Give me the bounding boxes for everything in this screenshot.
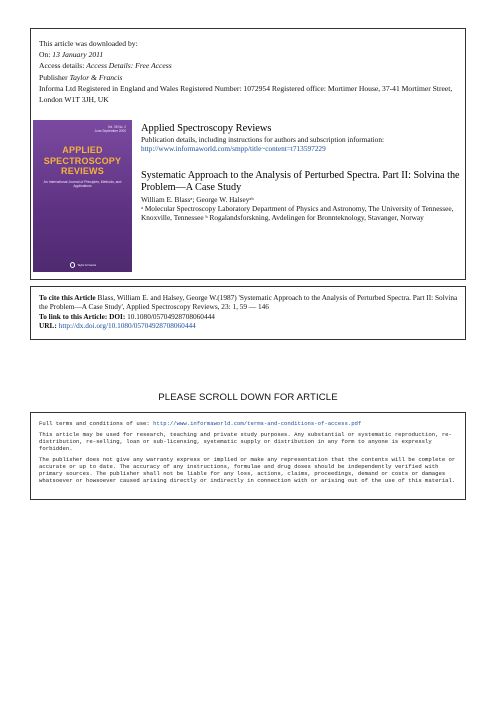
publication-details-text: Publication details, including instructions for authors and subscription information: <box>141 135 384 144</box>
terms-link[interactable]: http://www.informaworld.com/terms-and-conditions-of-access.pdf <box>153 420 362 427</box>
publisher-label: Publisher <box>39 72 70 82</box>
journal-title: Applied Spectroscopy Reviews <box>141 123 272 134</box>
access-details-value: Access Details: Free Access <box>86 61 172 71</box>
publisher-logo-text: Taylor & Francis <box>77 263 96 267</box>
terms-disclaimer-paragraph: The publisher does not give any warranty express or implied or make any representation that the contents will be complete or accurate or up to date. The accuracy of any instructions, formulae and drug doses should be independently verified with primary sources. The publisher shall not be liable for any loss, actions, claims, proceedings, demand or costs or damages whatsoever or howsoever caused arising directly or indirectly in connection with or arising out of the use of this material. <box>39 456 456 484</box>
download-info <box>39 38 459 105</box>
publisher-logo <box>70 261 96 269</box>
journal-link[interactable]: http://www.informaworld.com/smpp/title~content=t713597229 <box>141 144 326 153</box>
cover-title-line-1: APPLIED <box>62 145 103 155</box>
terms-line <box>39 420 461 427</box>
downloaded-by-line: This article was downloaded by: <box>39 39 138 48</box>
doi-line <box>39 312 459 321</box>
scroll-notice: PLEASE SCROLL DOWN FOR ARTICLE <box>158 392 338 403</box>
cover-subtitle: An International Journal of Principles, Methods, and Applications <box>43 180 122 189</box>
article-authors: William E. Blassᵃ; George W. Halseyᵃᵇ <box>141 195 254 204</box>
download-date-value: 13 January 2011 <box>52 50 104 60</box>
doi-link[interactable]: http://dx.doi.org/10.1080/05704928708060444 <box>56 320 196 330</box>
journal-cover-image <box>33 120 132 272</box>
access-details-line <box>39 60 459 71</box>
terms-box <box>30 412 466 500</box>
registration-line: Informa Ltd Registered in England and Wales Registered Number: 1072954 Registered office: Mortimer House, 37-41 Mortimer Street, London W1T 3JH, UK <box>39 83 453 105</box>
cite-line <box>39 293 459 312</box>
terms-text <box>39 420 461 488</box>
url-label: URL: <box>39 320 57 330</box>
url-line <box>39 321 459 330</box>
citation-box <box>30 286 466 340</box>
citation-text <box>39 293 459 330</box>
terms-prefix: Full terms and conditions of use: <box>39 420 154 427</box>
cite-label: To cite this Article <box>39 293 96 302</box>
doi-value: 10.1080/05704928708060444 <box>125 311 215 321</box>
access-details-label: Access details: <box>39 61 87 71</box>
terms-usage-paragraph: This article may be used for research, teaching and private study purposes. Any substantial or systematic reproduction, re-distribution, re-selling, loan or sub-licensing, systematic supply or distribution in any form to anyone is expressly forbidden. <box>39 431 452 452</box>
publisher-value: Taylor & Francis <box>69 72 123 82</box>
cite-value: Blass, William E. and Halsey, George W.(1987) 'Systematic Approach to the Analysis of Perturbed Spectra. Part II: Solvina the Problem—A Case Study', Applied Spectroscopy Reviews, 23: 1, 59 — 146 <box>39 293 458 312</box>
cover-date: June-September 2000 <box>94 129 126 133</box>
cover-title-line-3: REVIEWS <box>61 166 104 176</box>
author-affiliations: ᵃ Molecular Spectroscopy Laboratory Department of Physics and Astronomy, The University of Tennessee, Knoxville, Tennessee ᵇ Rogalandsforskning, Avdelingen for Bronnteknology, Stavanger, Norway <box>141 204 454 223</box>
publisher-logo-icon <box>70 262 75 268</box>
cover-issue-meta <box>94 125 126 133</box>
download-date-line <box>39 49 459 60</box>
article-title: Systematic Approach to the Analysis of Perturbed Spectra. Part II: Solvina the Problem—A Case Study <box>141 170 460 194</box>
publisher-line <box>39 72 459 83</box>
cover-title-line-2: SPECTROSCOPY <box>43 155 122 166</box>
publication-details <box>141 135 459 153</box>
doi-label: To link to this Article: DOI: <box>39 311 126 321</box>
download-date-label: On: <box>39 50 53 60</box>
cover-title <box>33 145 132 177</box>
cover-volume: Vol. 35 No. 2 <box>107 125 126 129</box>
